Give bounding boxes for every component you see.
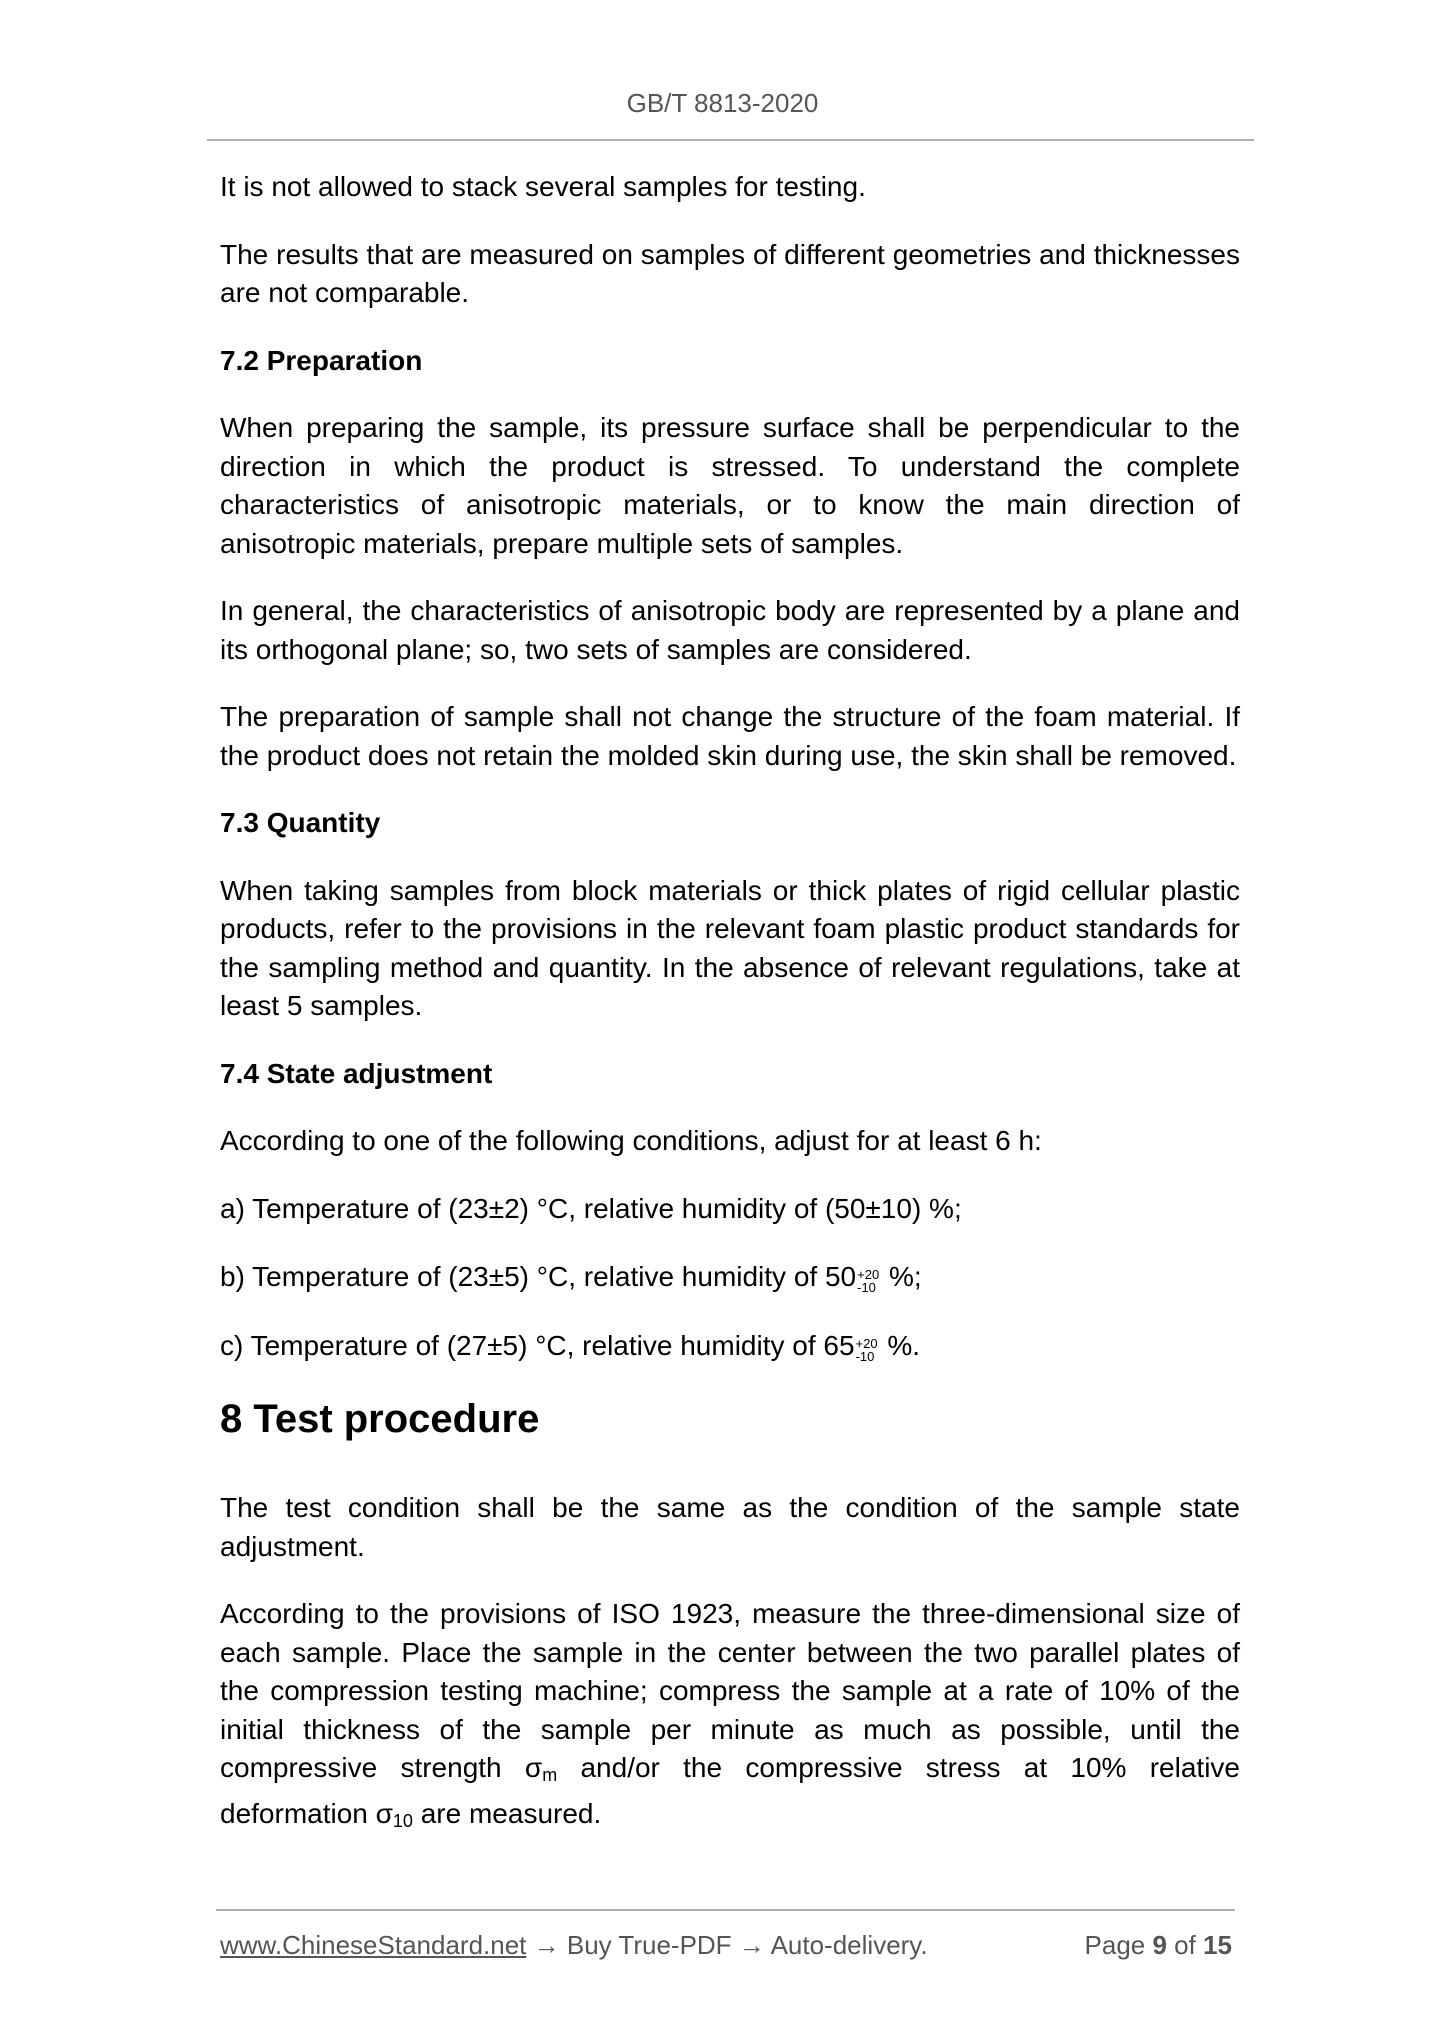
paragraph-text: and/or the compressive stress at 10% relative deformation σ <box>220 1752 1240 1829</box>
paragraph: According to one of the following conditions, adjust for at least 6 h: <box>220 1125 1042 1156</box>
list-item-text: %; <box>881 1261 922 1292</box>
tolerance <box>856 1337 878 1363</box>
paragraph: The preparation of sample shall not change the structure of the foam material. If the product does not retain the molded skin during use, the skin shall be removed. <box>220 701 1240 771</box>
tolerance-lower: -10 <box>857 1280 876 1295</box>
page-indicator <box>1085 1930 1232 1961</box>
section-heading-7-4: 7.4 State adjustment <box>220 1057 493 1089</box>
document-header: GB/T 8813-2020 <box>626 88 819 118</box>
page-total: 15 <box>1203 1930 1232 1960</box>
list-item-text: b) Temperature of (23±5) °C, relative humidity of 50 <box>220 1261 857 1292</box>
paragraph: When preparing the sample, its pressure surface shall be perpendicular to the direction in which the product is stressed. To understand the complete characteristics of anisotropic materials, or to know the main direction of anisotropic materials, prepare multiple sets of samples. <box>220 412 1240 559</box>
page-content <box>220 168 1240 1869</box>
subscript: 10 <box>392 1810 413 1831</box>
paragraph-text: According to the provisions of ISO 1923, measure the three-dimensional size of each sample. Place the sample in the center between the two parallel plates of the compression testing machine; compress the sample at a rate of 10% of the initial thickness of the sample per minute as much as possible, until the compressive strength σ <box>220 1598 1240 1783</box>
tolerance-lower: -10 <box>855 1348 875 1364</box>
paragraph: The test condition shall be the same as the condition of the sample state adjustment. <box>220 1492 1240 1562</box>
page-footer <box>220 1930 1232 1966</box>
paragraph: When taking samples from block materials or thick plates of rigid cellular plastic products, refer to the provisions in the relevant foam plastic product standards for the sampling method and quantity. In the absence of relevant regulations, take at least 5 samples. <box>220 874 1240 1021</box>
website-link[interactable]: www.ChineseStandard.net <box>220 1930 527 1960</box>
page-number: 9 <box>1152 1930 1167 1960</box>
footer-divider <box>216 1909 1235 1911</box>
section-heading-7-3: 7.3 Quantity <box>220 807 381 838</box>
section-heading-8: 8 Test procedure <box>220 1397 540 1441</box>
header-divider <box>207 139 1254 141</box>
paragraph-text: are measured. <box>412 1797 602 1829</box>
page-label: Page <box>1084 1930 1153 1960</box>
list-item-c <box>220 1327 1240 1366</box>
list-item-text: %. <box>879 1329 921 1361</box>
list-item-b <box>220 1258 1240 1297</box>
paragraph: It is not allowed to stack several samples for testing. <box>220 171 866 202</box>
footer-text: → Buy True-PDF → Auto-delivery. <box>526 1930 928 1960</box>
paragraph: In general, the characteristics of anisotropic body are represented by a plane and its orthogonal plane; so, two sets of samples are considered. <box>220 595 1240 665</box>
tolerance-upper: +20 <box>857 1267 880 1282</box>
tolerance <box>857 1268 879 1294</box>
paragraph: The results that are measured on samples of different geometries and thicknesses are not comparable. <box>220 238 1240 308</box>
subscript: m <box>542 1765 558 1785</box>
section-heading-7-2: 7.2 Preparation <box>220 344 423 376</box>
of-label: of <box>1166 1930 1204 1960</box>
list-item-text: c) Temperature of (27±5) °C, relative humidity of 65 <box>220 1329 855 1361</box>
tolerance-upper: +20 <box>855 1335 878 1351</box>
paragraph <box>220 1595 1240 1840</box>
list-item-a: a) Temperature of (23±2) °C, relative humidity of (50±10) %; <box>220 1192 962 1224</box>
